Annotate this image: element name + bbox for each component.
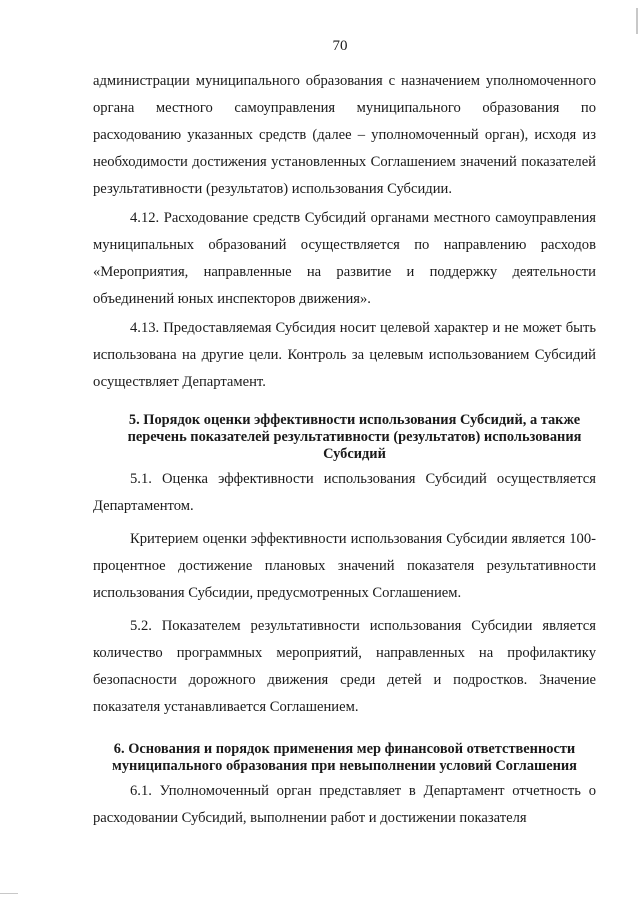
page-number: 70 bbox=[332, 38, 348, 54]
paragraph-5-1: 5.1. Оценка эффективности использования Субсидий осуществляется Департаментом. bbox=[93, 471, 596, 514]
paragraph-6-1: 6.1. Уполномоченный орган представляет в Департамент отчетность о расходовании Субсидий, выполнении работ и достижении показателя bbox=[93, 783, 596, 826]
paragraph-4-13: 4.13. Предоставляемая Субсидия носит целевой характер и не может быть использована на другие цели. Контроль за целевым использованием Субсидий осуществляет Департамент. bbox=[93, 320, 596, 390]
paragraph-continuation: администрации муниципального образования с назначением уполномоченного органа местного самоуправления муниципального образования по расходованию указанных средств (далее – уполномоченный орган), исходя из необходимости достижения установленных Соглашением значений показателей результативности (результатов) использования Субсидии. bbox=[93, 73, 596, 197]
scan-mark-top bbox=[636, 8, 638, 34]
paragraph-criterion: Критерием оценки эффективности использования Субсидии является 100-процентное достижение плановых значений показателя результативности использования Субсидии, предусмотренных Соглашением. bbox=[93, 531, 596, 601]
scan-mark-bottom bbox=[0, 893, 18, 894]
paragraph-4-12: 4.12. Расходование средств Субсидий органами местного самоуправления муниципальных образований осуществляется по направлению расходов «Мероприятия, направленные на развитие и поддержку деятельности объединений юных инспекторов движения». bbox=[93, 210, 596, 307]
section-5-heading: 5. Порядок оценки эффективности использования Субсидий, а также перечень показателей результативности (результатов) использования Субсидий bbox=[127, 412, 582, 462]
paragraph-5-2: 5.2. Показателем результативности использования Субсидии является количество программных мероприятий, направленных на профилактику безопасности дорожного движения среди детей и подростков. Значение показателя устанавливается Соглашением. bbox=[93, 618, 596, 715]
page-content bbox=[93, 68, 596, 832]
section-6-heading: 6. Основания и порядок применения мер финансовой ответственности муниципального образования при невыполнении условий Соглашения bbox=[112, 741, 577, 774]
